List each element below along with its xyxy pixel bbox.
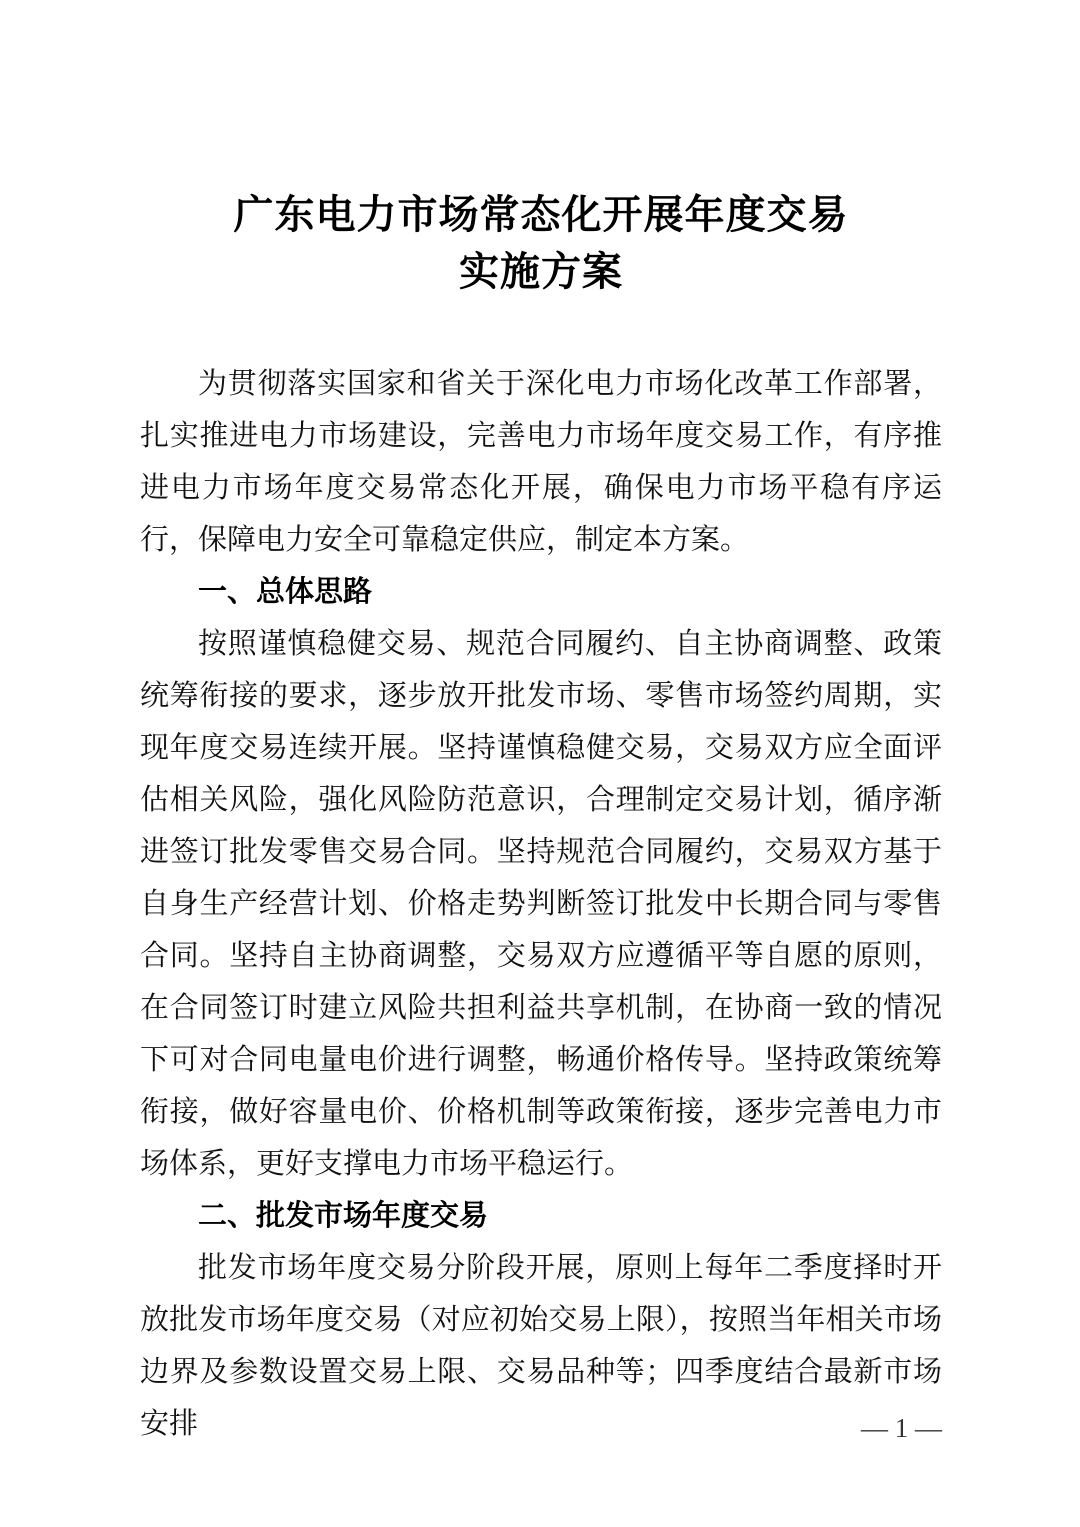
paragraph-overall-approach: 按照谨慎稳健交易、规范合同履约、自主协商调整、政策统筹衔接的要求，逐步放开批发市场、零售市场签约周期，实现年度交易连续开展。坚持谨慎稳健交易，交易双方应全面评估相关风险，强化风险防范意识，合理制定交易计划，循序渐进签订批发零售交易合同。坚持规范合同履约，交易双方基于自身生产经营计划、价格走势判断签订批发中长期合同与零售合同。坚持自主协商调整，交易双方应遵循平等自愿的原则，在合同签订时建立风险共担利益共享机制，在协商一致的情况下可对合同电量电价进行调整，畅通价格传导。坚持政策统筹衔接，做好容量电价、价格机制等政策衔接，逐步完善电力市场体系，更好支撑电力市场平稳运行。 [140, 628, 942, 1180]
title-line-2: 实施方案 [459, 249, 623, 294]
title-line-1: 广东电力市场常态化开展年度交易 [233, 192, 849, 237]
paragraph-wholesale-market: 批发市场年度交易分阶段开展，原则上每年二季度择时开放批发市场年度交易（对应初始交易上限），按照当年相关市场边界及参数设置交易上限、交易品种等；四季度结合最新市场安排 [140, 1252, 942, 1440]
document-title [140, 186, 942, 300]
document-content [140, 186, 942, 1450]
page-number: — 1 — [861, 1413, 942, 1443]
paragraph-intro: 为贯彻落实国家和省关于深化电力市场化改革工作部署，扎实推进电力市场建设，完善电力市场年度交易工作，有序推进电力市场年度交易常态化开展，确保电力市场平稳有序运行，保障电力安全可靠稳定供应，制定本方案。 [140, 368, 942, 556]
section-heading-wholesale: 二、批发市场年度交易 [198, 1200, 489, 1232]
section-heading-overall: 一、总体思路 [198, 576, 373, 608]
